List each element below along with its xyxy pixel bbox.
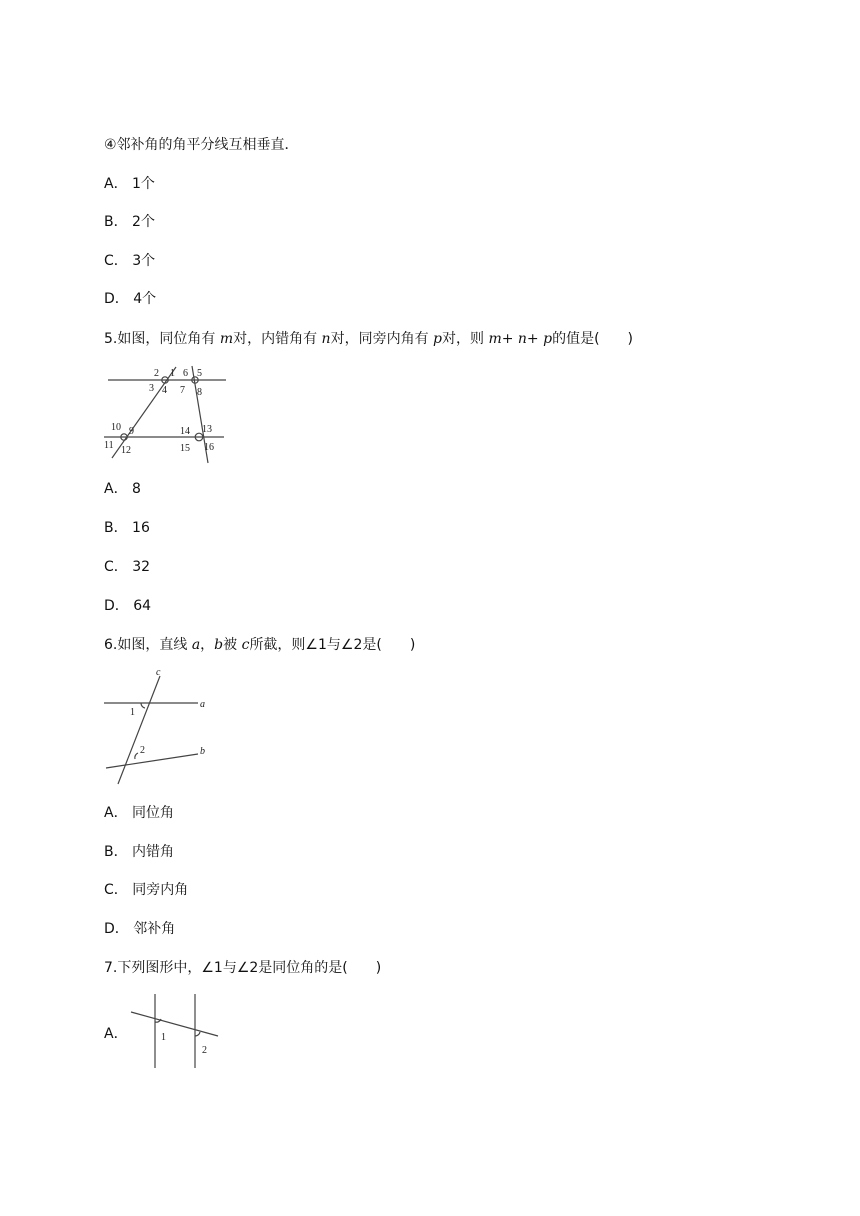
q5-label-5: 5 [197, 368, 202, 379]
item-4: ④邻补角的角平分线互相垂直． [104, 137, 299, 153]
q5-label-2: 2 [154, 368, 159, 379]
q5-expression: m+ n+ p [488, 331, 553, 347]
q6-option-a: A． 同位角 [104, 805, 175, 821]
q6-label-c: c [156, 667, 161, 678]
q5-label-11: 11 [104, 440, 114, 451]
q6-stem-part3: 所截，则∠1与∠2是( ) [249, 637, 416, 653]
q5-label-1: 1 [170, 368, 175, 379]
q7-label-2: 2 [202, 1045, 207, 1056]
q6-var-c: c [241, 637, 250, 653]
q7-option-a-label: A． [104, 1026, 128, 1042]
q5-label-3: 3 [149, 383, 154, 394]
q7-label-1: 1 [161, 1032, 166, 1043]
q5-label-9: 9 [129, 426, 134, 437]
q6-label-a: a [200, 699, 205, 710]
q5-label-13: 13 [202, 424, 212, 435]
q6-var-a: a [191, 637, 201, 653]
q5-label-14: 14 [180, 426, 190, 437]
q5-figure [104, 364, 228, 464]
q5-stem-part3: 对，同旁内角有 [330, 331, 429, 347]
q4-option-c: C． 3个 [104, 253, 156, 269]
q5-stem-part5: 的值是( ) [552, 331, 634, 347]
q5-label-6: 6 [183, 368, 188, 379]
q5-label-7: 7 [180, 385, 185, 396]
q4-option-d: D． 4个 [104, 291, 157, 307]
q5-label-16: 16 [204, 442, 214, 453]
q6-stem-part1: 6.如图，直线 [104, 637, 188, 653]
q6-stem-part2: 被 [223, 637, 238, 653]
q5-label-15: 15 [180, 443, 190, 454]
q7-stem: 7.下列图形中，∠1与∠2是同位角的是( ) [104, 960, 382, 976]
q6-label-b: b [200, 746, 205, 757]
q6-option-b: B． 内错角 [104, 844, 175, 860]
q5-option-d: D． 64 [104, 598, 152, 614]
q5-label-4: 4 [162, 385, 167, 396]
q4-option-a: A． 1个 [104, 176, 155, 192]
q5-stem-part1: 5.如图，同位角有 [104, 331, 216, 347]
q6-stem [104, 636, 415, 654]
q5-stem [104, 330, 633, 348]
q6-label-1: 1 [130, 707, 135, 718]
q5-var-p: p [433, 331, 442, 347]
q5-label-8: 8 [197, 387, 202, 398]
q5-stem-part4: 对，则 [442, 331, 484, 347]
q6-figure [104, 666, 214, 788]
q5-option-a: A． 8 [104, 481, 141, 497]
q4-option-b: B． 2个 [104, 214, 155, 230]
q6-option-c: C． 同旁内角 [104, 882, 189, 898]
q6-option-d: D． 邻补角 [104, 921, 176, 937]
q5-label-10: 10 [111, 422, 121, 433]
q7-option-a-figure [128, 992, 222, 1068]
q5-var-n: n [321, 331, 331, 347]
q6-separator: ， [200, 637, 215, 653]
q5-option-c: C． 32 [104, 559, 151, 575]
q5-var-m: m [219, 331, 234, 347]
q5-option-b: B． 16 [104, 520, 150, 536]
q5-stem-part2: 对，内错角有 [233, 331, 318, 347]
q6-label-2: 2 [140, 745, 145, 756]
q6-var-b: b [214, 637, 224, 653]
q5-label-12: 12 [121, 445, 131, 456]
